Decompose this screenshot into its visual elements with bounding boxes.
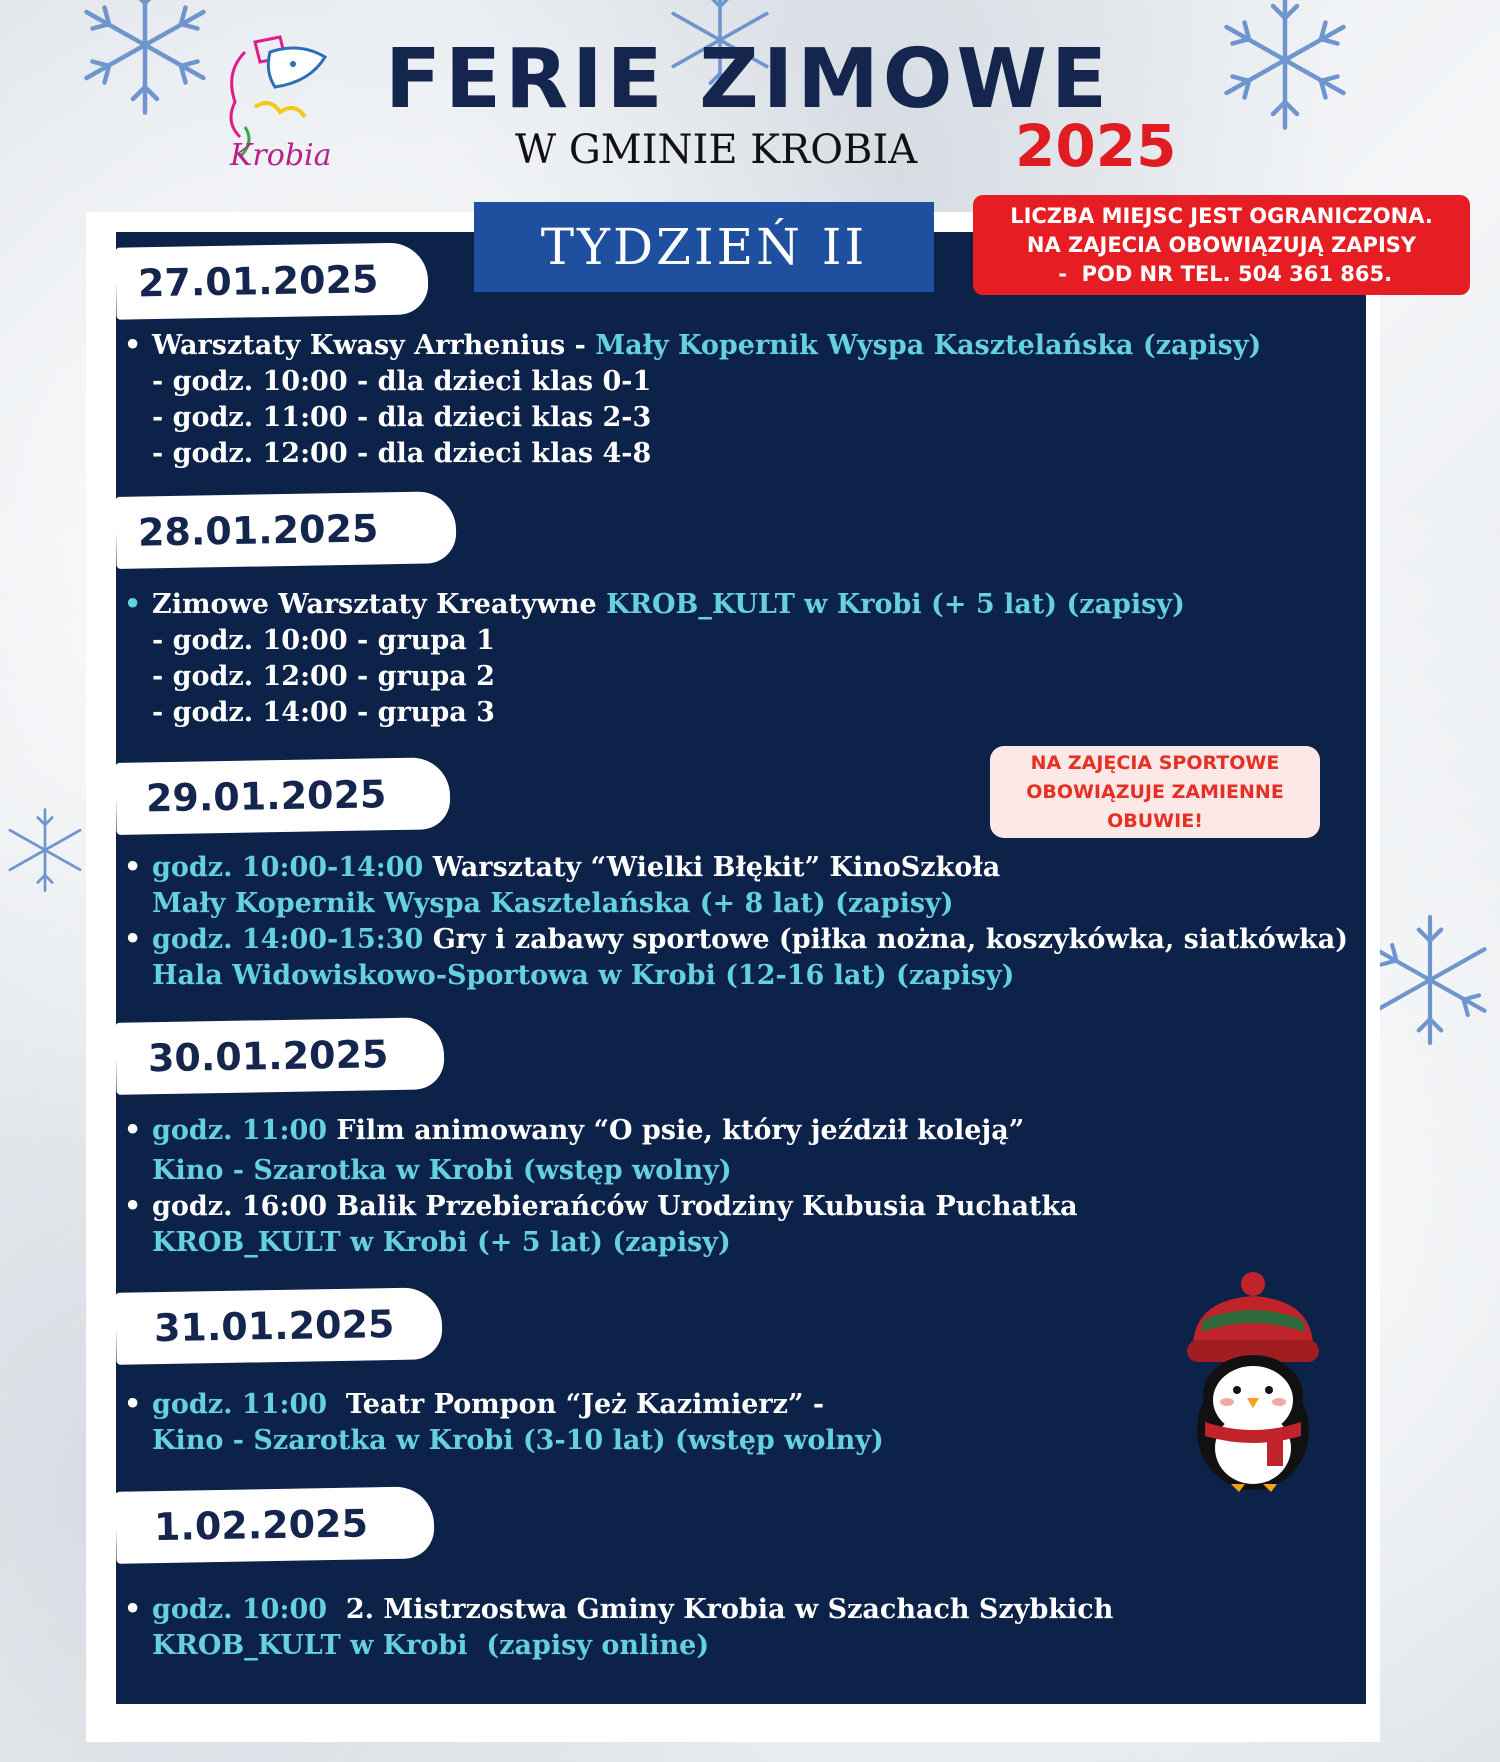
snowflake-icon [70,0,220,120]
notice-line: - POD NR TEL. 504 361 865. [1050,262,1393,286]
event-time: - godz. 10:00 - grupa 1 [152,625,495,656]
date-banner: 31.01.2025 [115,1287,442,1365]
event-entry: • Zimowe Warsztaty Kreatywne KROB_KULT w Krobi (+ 5 lat) (zapisy) - godz. 10:00 - grupa 1 - godz. 12:00 - grupa 2 - godz. 14:00 - grupa 3 [124,587,1364,731]
event-title: Warsztaty Kwasy Arrhenius - [152,330,596,361]
event-entry: • Warsztaty Kwasy Arrhenius - Mały Kopernik Wyspa Kasztelańska (zapisy) - godz. 10:00 - dla dzieci klas 0-1 - godz. 11:00 - dla dzieci klas 2-3 - godz. 12:00 - dla dzieci klas 4-8 [124,328,1364,472]
event-place: KROB_KULT w Krobi (+ 5 lat) (zapisy) [606,589,1185,620]
note-line: OBOWIĄZUJE ZAMIENNE [1026,781,1284,803]
snowflake-icon [0,720,90,980]
page-subtitle: W GMINIE KROBIA [515,127,918,173]
event-time: godz. 11:00 [152,1115,328,1146]
event-title: 2. Mistrzostwa Gminy Krobia w Szachach Szybkich [327,1594,1114,1625]
event-place: Kino - Szarotka w Krobi (wstęp wolny) [152,1155,732,1186]
event-entry: • godz. 11:00 Teatr Pompon “Jeż Kazimierz” - Kino - Szarotka w Krobi (3-10 lat) (wstęp wolny) [124,1387,1364,1459]
event-time: - godz. 12:00 - grupa 2 [152,661,495,692]
event-time: godz. 14:00-15:30 [152,924,424,955]
event-title: Film animowany “O psie, który jeździł koleją” [327,1115,1025,1146]
event-entry: • godz. 10:00 2. Mistrzostwa Gminy Krobia w Szachach Szybkich KROB_KULT w Krobi (zapisy online) [124,1592,1364,1664]
event-place: KROB_KULT w Krobi (zapisy online) [152,1630,710,1661]
date-banner: 27.01.2025 [115,242,428,319]
snowflake-icon [1360,820,1500,1140]
date-banner: 28.01.2025 [115,491,456,569]
event-place: Hala Widowiskowo-Sportowa w Krobi (12-16 lat) (zapisy) [152,960,1015,991]
year-label: 2025 [1015,112,1177,180]
penguin-icon [1175,1270,1335,1495]
event-entry: • godz. 10:00-14:00 Warsztaty “Wielki Błękit” KinoSzkoła Mały Kopernik Wyspa Kasztelańska (+ 8 lat) (zapisy) • godz. 14:00-15:30 Gry i zabawy sportowe (piłka nożna, koszykówka, siatkówka) Hala Widowiskowo-Sportowa w Krobi (12-16 lat) (zapisy) [124,850,1364,994]
event-title: Zimowe Warsztaty Kreatywne [152,589,607,620]
event-title: Teatr Pompon “Jeż Kazimierz” - [327,1389,825,1420]
event-time: godz. 10:00-14:00 [152,852,424,883]
snowflake-icon [1190,0,1380,135]
event-place: Kino - Szarotka w Krobi (3-10 lat) (wstęp wolny) [152,1425,884,1456]
date-banner: 30.01.2025 [115,1017,444,1095]
event-time: - godz. 14:00 - grupa 3 [152,697,495,728]
event-place: Mały Kopernik Wyspa Kasztelańska (zapisy) [595,330,1262,361]
event-time: - godz. 12:00 - dla dzieci klas 4-8 [152,438,652,469]
logo-text: Krobia [230,138,332,173]
event-place: Mały Kopernik Wyspa Kasztelańska (+ 8 lat) (zapisy) [152,888,954,919]
event-time: - godz. 11:00 - dla dzieci klas 2-3 [152,402,652,433]
event-title: godz. 16:00 Balik Przebierańców Urodziny Kubusia Puchatka [152,1191,1078,1222]
event-time: - godz. 10:00 - dla dzieci klas 0-1 [152,366,652,397]
note-line: OBUWIE! [1107,810,1203,832]
notice-line: LICZBA MIEJSC JEST OGRANICZONA. [1010,204,1433,228]
event-entry: • godz. 11:00 Film animowany “O psie, który jeździł koleją” Kino - Szarotka w Krobi (wstęp wolny) • godz. 16:00 Balik Przebierańców Urodziny Kubusia Puchatka KROB_KULT w Krobi (+ 5 lat) (zapisy) [124,1113,1364,1261]
registration-notice [973,195,1470,295]
page-title: FERIE ZIMOWE [385,32,1111,127]
note-line: NA ZAJĘCIA SPORTOWE [1030,752,1280,774]
sports-shoe-note [990,746,1320,838]
week-tab: TYDZIEŃ II [474,202,934,292]
date-banner: 29.01.2025 [115,757,450,835]
date-banner: 1.02.2025 [115,1486,434,1564]
event-time: godz. 10:00 [152,1594,328,1625]
event-time: godz. 11:00 [152,1389,328,1420]
event-title: Gry i zabawy sportowe (piłka nożna, koszykówka, siatkówka) [423,924,1348,955]
notice-line: NA ZAJECIA OBOWIĄZUJĄ ZAPISY [1026,233,1417,257]
event-title: Warsztaty “Wielki Błękit” KinoSzkoła [423,852,1001,883]
event-place: KROB_KULT w Krobi (+ 5 lat) (zapisy) [152,1227,731,1258]
